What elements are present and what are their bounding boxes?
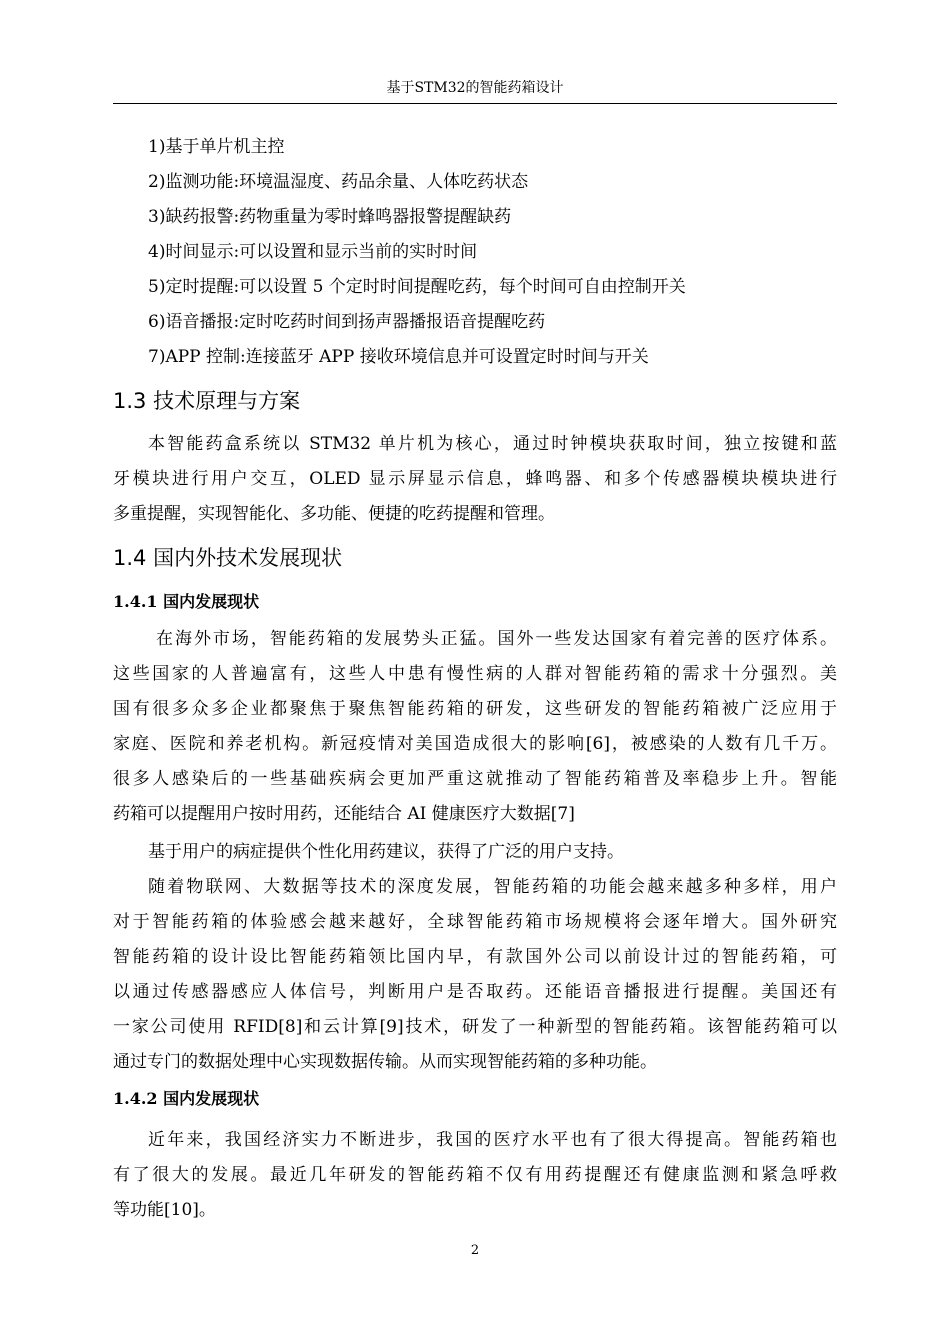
paragraph-line: 国有很多众多企业都聚焦于聚焦智能药箱的研发，这些研发的智能药箱被广泛应用于	[113, 699, 837, 719]
paragraph-line: 等功能[10]。	[113, 1200, 216, 1220]
paragraph-line: 基于用户的病症提供个性化用药建议，获得了广泛的用户支持。	[148, 842, 624, 862]
page-number: 2	[470, 1243, 480, 1258]
paragraph-line: 随着物联网、大数据等技术的深度发展，智能药箱的功能会越来越多种多样，用户	[148, 877, 837, 897]
paragraph-line: 药箱可以提醒用户按时用药，还能结合 AI 健康医疗大数据[7]	[113, 804, 575, 824]
feature-item: 5)定时提醒:可以设置 5 个定时时间提醒吃药，每个时间可自由控制开关	[148, 277, 686, 297]
paragraph-line: 近年来，我国经济实力不断进步，我国的医疗水平也有了很大得提高。智能药箱也	[148, 1130, 837, 1150]
paragraph-line: 对于智能药箱的体验感会越来越好，全球智能药箱市场规模将会逐年增大。国外研究	[113, 912, 837, 932]
header-rule	[113, 103, 837, 104]
paragraph-line: 通过专门的数据处理中心实现数据传输。从而实现智能药箱的多种功能。	[113, 1052, 657, 1072]
paragraph-line: 家庭、医院和养老机构。新冠疫情对美国造成很大的影响[6]，被感染的人数有几千万。	[113, 734, 837, 754]
feature-item: 3)缺药报警:药物重量为零时蜂鸣器报警提醒缺药	[148, 207, 512, 227]
feature-item: 2)监测功能:环境温湿度、药品余量、人体吃药状态	[148, 172, 529, 192]
paragraph-line: 本智能药盒系统以 STM32 单片机为核心，通过时钟模块获取时间，独立按键和蓝	[148, 434, 837, 454]
section-heading-1-4: 1.4 国内外技术发展现状	[113, 546, 343, 570]
paragraph-line: 很多人感染后的一些基础疾病会更加严重这就推动了智能药箱普及率稳步上升。智能	[113, 769, 837, 789]
paragraph-line: 智能药箱的设计设比智能药箱领比国内早，有款国外公司以前设计过的智能药箱，可	[113, 947, 837, 967]
subsection-heading-1-4-2: 1.4.2 国内发展现状	[113, 1089, 260, 1108]
paragraph-line: 多重提醒，实现智能化、多功能、便捷的吃药提醒和管理。	[113, 504, 555, 524]
feature-item: 7)APP 控制:连接蓝牙 APP 接收环境信息并可设置定时时间与开关	[148, 347, 649, 367]
feature-item: 6)语音播报:定时吃药时间到扬声器播报语音提醒吃药	[148, 312, 546, 332]
paragraph-line: 这些国家的人普遍富有，这些人中患有慢性病的人群对智能药箱的需求十分强烈。美	[113, 664, 837, 684]
paragraph-line: 以通过传感器感应人体信号，判断用户是否取药。还能语音播报进行提醒。美国还有	[113, 982, 837, 1002]
section-heading-1-3: 1.3 技术原理与方案	[113, 389, 301, 413]
subsection-heading-1-4-1: 1.4.1 国内发展现状	[113, 592, 260, 611]
feature-item: 4)时间显示:可以设置和显示当前的实时时间	[148, 242, 478, 262]
paragraph-line: 在海外市场，智能药箱的发展势头正猛。国外一些发达国家有着完善的医疗体系。	[156, 629, 837, 649]
feature-item: 1)基于单片机主控	[148, 137, 285, 157]
paragraph-line: 牙模块进行用户交互，OLED 显示屏显示信息，蜂鸣器、和多个传感器模块模块进行	[113, 469, 837, 489]
paragraph-line: 一家公司使用 RFID[8]和云计算[9]技术，研发了一种新型的智能药箱。该智能药箱可以	[113, 1017, 837, 1037]
running-header: 基于STM32的智能药箱设计	[386, 80, 564, 96]
paragraph-line: 有了很大的发展。最近几年研发的智能药箱不仅有用药提醒还有健康监测和紧急呼救	[113, 1165, 837, 1185]
